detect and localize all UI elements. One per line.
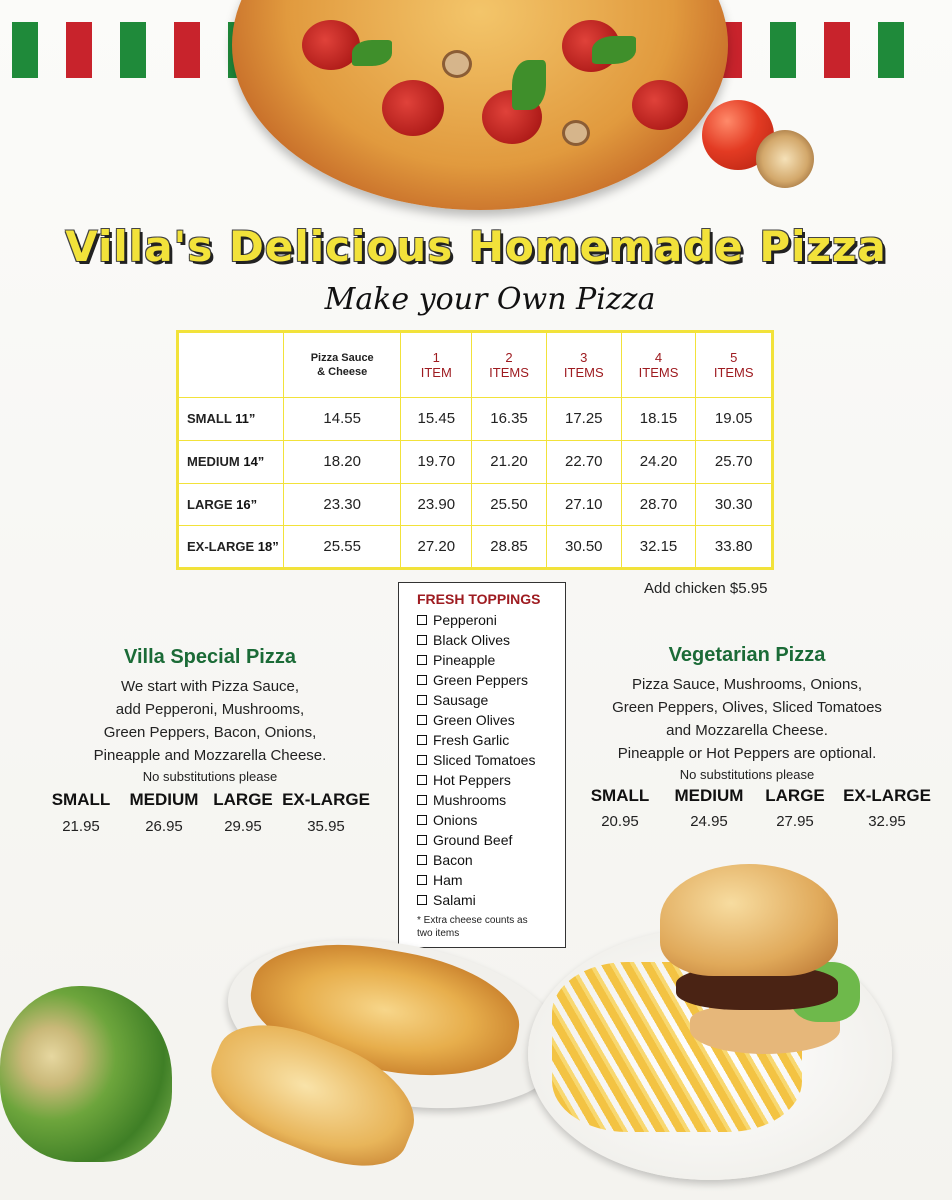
checkbox-icon xyxy=(417,715,427,725)
checkbox-icon xyxy=(417,795,427,805)
villa-special-desc-line: Green Peppers, Bacon, Onions, xyxy=(103,724,317,741)
checkbox-icon xyxy=(417,635,427,645)
topping-label: Green Olives xyxy=(433,712,515,728)
mushroom-slice xyxy=(562,120,590,146)
size-label: EX-LARGE xyxy=(843,786,931,805)
vegetarian-sizes xyxy=(588,786,934,806)
price-cell: 23.90 xyxy=(401,483,472,526)
checkbox-icon xyxy=(417,855,427,865)
column-header xyxy=(401,332,472,398)
price-cell: 14.55 xyxy=(284,398,401,441)
villa-special-section xyxy=(40,646,380,784)
size-price: 32.95 xyxy=(868,813,906,830)
table-row xyxy=(178,398,773,441)
size-label: MEDIUM xyxy=(129,790,199,809)
size-name: SMALL xyxy=(187,411,232,427)
price-cell: 25.55 xyxy=(284,526,401,569)
price-cell: 32.15 xyxy=(621,526,696,569)
price-cell: 18.15 xyxy=(621,398,696,441)
pizza-price-table xyxy=(176,330,774,570)
column-header xyxy=(472,332,547,398)
flag-stripe-green xyxy=(878,22,904,78)
size-inches: 11” xyxy=(235,411,256,427)
topping-label: Ground Beef xyxy=(433,832,513,848)
italian-flag-stripes-right xyxy=(716,22,904,78)
mushroom-image xyxy=(756,130,814,188)
pizza-image xyxy=(232,0,728,210)
topping-label: Hot Peppers xyxy=(433,772,511,788)
mushroom-slice xyxy=(442,50,472,78)
size-name: MEDIUM xyxy=(187,454,240,470)
size-price: 24.95 xyxy=(690,813,728,830)
topping-label: Salami xyxy=(433,892,476,908)
topping-item xyxy=(417,730,565,750)
checkbox-icon xyxy=(417,615,427,625)
size-label: MEDIUM xyxy=(674,786,744,805)
size-label-cell xyxy=(178,398,284,441)
column-header xyxy=(284,332,401,398)
topping-item xyxy=(417,670,565,690)
topping-label: Sausage xyxy=(433,692,489,708)
topping-label: Pepperoni xyxy=(433,612,497,628)
column-header-line2: ITEMS xyxy=(563,365,604,380)
vegetarian-section xyxy=(582,644,912,782)
checkbox-icon xyxy=(417,875,427,885)
villa-special-desc-line: Pineapple and Mozzarella Cheese. xyxy=(93,747,327,764)
topping-item xyxy=(417,630,565,650)
topping-item xyxy=(417,830,565,850)
pepperoni-slice xyxy=(632,80,688,130)
vegetarian-desc-line: and Mozzarella Cheese. xyxy=(666,722,828,739)
price-cell: 19.70 xyxy=(401,440,472,483)
basil-leaf xyxy=(352,40,392,66)
size-inches: 18” xyxy=(257,539,279,555)
topping-item xyxy=(417,790,565,810)
table-row xyxy=(178,440,773,483)
table-row xyxy=(178,526,773,569)
price-cell: 24.20 xyxy=(621,440,696,483)
price-cell: 19.05 xyxy=(696,398,773,441)
price-cell: 17.25 xyxy=(546,398,621,441)
menu-subtitle: Make your Own Pizza xyxy=(324,282,656,317)
size-label: LARGE xyxy=(765,786,825,805)
topping-item xyxy=(417,810,565,830)
column-header-line1: 2 xyxy=(505,350,513,365)
basil-leaf xyxy=(592,36,636,64)
size-price: 27.95 xyxy=(776,813,814,830)
size-label-cell xyxy=(178,483,284,526)
pepperoni-slice xyxy=(382,80,444,136)
burger-bun-top xyxy=(660,864,838,976)
size-inches: 14” xyxy=(243,454,265,470)
checkbox-icon xyxy=(417,695,427,705)
column-header-line1: 3 xyxy=(580,350,588,365)
checkbox-icon xyxy=(417,815,427,825)
column-header-line2: ITEM xyxy=(420,365,452,380)
vegetarian-title: Vegetarian Pizza xyxy=(668,644,826,666)
topping-label: Green Peppers xyxy=(433,672,528,688)
vegetarian-note: No substitutions please xyxy=(679,767,815,782)
topping-label: Fresh Garlic xyxy=(433,732,510,748)
column-header-line1: 5 xyxy=(730,350,738,365)
topping-item xyxy=(417,710,565,730)
size-price: 21.95 xyxy=(62,818,100,835)
column-header xyxy=(696,332,773,398)
vegetarian-desc-line: Green Peppers, Olives, Sliced Tomatoes xyxy=(612,699,882,716)
topping-label: Ham xyxy=(433,872,463,888)
size-label: SMALL xyxy=(590,786,650,805)
topping-label: Sliced Tomatoes xyxy=(433,752,536,768)
column-header-line1: 1 xyxy=(432,350,440,365)
price-cell: 28.70 xyxy=(621,483,696,526)
flag-stripe-red xyxy=(824,22,850,78)
topping-label: Mushrooms xyxy=(433,792,507,808)
price-cell: 27.20 xyxy=(401,526,472,569)
topping-item xyxy=(417,770,565,790)
checkbox-icon xyxy=(417,655,427,665)
checkbox-icon xyxy=(417,755,427,765)
basil-leaf xyxy=(512,60,546,110)
size-price: 29.95 xyxy=(224,818,262,835)
flag-stripe-red xyxy=(66,22,92,78)
topping-item xyxy=(417,610,565,630)
italian-flag-stripes-left xyxy=(12,22,254,78)
checkbox-icon xyxy=(417,895,427,905)
column-header-line2: ITEMS xyxy=(489,365,529,380)
size-label-cell xyxy=(178,526,284,569)
checkbox-icon xyxy=(417,735,427,745)
vegetarian-desc-line: Pizza Sauce, Mushrooms, Onions, xyxy=(631,676,863,693)
size-name: EX-LARGE xyxy=(187,539,255,555)
vegetarian-desc-line: Pineapple or Hot Peppers are optional. xyxy=(617,745,877,762)
column-header xyxy=(546,332,621,398)
price-cell: 23.30 xyxy=(284,483,401,526)
size-label: LARGE xyxy=(213,790,273,809)
table-row xyxy=(178,483,773,526)
villa-special-desc-line: add Pepperoni, Mushrooms, xyxy=(115,701,305,718)
flag-stripe-red xyxy=(174,22,200,78)
size-label-cell xyxy=(178,440,284,483)
checkbox-icon xyxy=(417,775,427,785)
extra-cheese-note: * Extra cheese counts as two items xyxy=(417,915,528,939)
size-price: 35.95 xyxy=(307,818,345,835)
price-cell: 21.20 xyxy=(472,440,547,483)
price-cell: 18.20 xyxy=(284,440,401,483)
vegetarian-prices xyxy=(588,813,934,830)
villa-special-prices xyxy=(46,818,374,835)
topping-label: Onions xyxy=(433,812,478,828)
column-header-line2: ITEMS xyxy=(713,365,754,380)
price-cell: 33.80 xyxy=(696,526,773,569)
price-cell: 28.85 xyxy=(472,526,547,569)
size-label: SMALL xyxy=(51,790,111,809)
villa-special-title: Villa Special Pizza xyxy=(124,646,296,668)
price-cell: 16.35 xyxy=(472,398,547,441)
price-cell: 15.45 xyxy=(401,398,472,441)
topping-item xyxy=(417,750,565,770)
topping-item xyxy=(417,650,565,670)
size-price: 26.95 xyxy=(145,818,183,835)
price-cell: 30.30 xyxy=(696,483,773,526)
column-header xyxy=(621,332,696,398)
topping-item xyxy=(417,890,565,910)
size-label: EX-LARGE xyxy=(282,790,370,809)
column-header-line2: ITEMS xyxy=(638,365,679,380)
caesar-salad-image xyxy=(0,986,172,1162)
price-cell: 27.10 xyxy=(546,483,621,526)
flag-stripe-green xyxy=(120,22,146,78)
price-cell: 25.70 xyxy=(696,440,773,483)
villa-special-desc-line: We start with Pizza Sauce, xyxy=(120,678,300,695)
flag-stripe-green xyxy=(770,22,796,78)
topping-label: Pineapple xyxy=(433,652,496,668)
column-header-line1: 4 xyxy=(654,350,663,365)
add-chicken-note: Add chicken $5.95 xyxy=(644,580,768,597)
topping-label: Bacon xyxy=(433,852,473,868)
price-cell: 30.50 xyxy=(546,526,621,569)
flag-stripe-green xyxy=(12,22,38,78)
column-header-line2: & Cheese xyxy=(317,366,368,378)
size-name: LARGE xyxy=(187,496,233,512)
table-header-row xyxy=(178,332,773,398)
topping-item xyxy=(417,870,565,890)
price-cell: 22.70 xyxy=(546,440,621,483)
checkbox-icon xyxy=(417,835,427,845)
menu-title: Villa's Delicious Homemade Pizza xyxy=(65,222,887,271)
size-inches: 16” xyxy=(236,496,258,512)
villa-special-sizes xyxy=(46,790,374,810)
column-header-line1: Pizza Sauce xyxy=(310,352,374,364)
size-header-cell xyxy=(178,332,284,398)
topping-label: Black Olives xyxy=(433,632,511,648)
villa-special-note: No substitutions please xyxy=(142,769,278,784)
price-cell: 25.50 xyxy=(472,483,547,526)
topping-item xyxy=(417,850,565,870)
size-price: 20.95 xyxy=(601,813,639,830)
fresh-toppings-box xyxy=(398,582,566,948)
topping-item xyxy=(417,690,565,710)
checkbox-icon xyxy=(417,675,427,685)
toppings-title: FRESH TOPPINGS xyxy=(417,591,541,607)
